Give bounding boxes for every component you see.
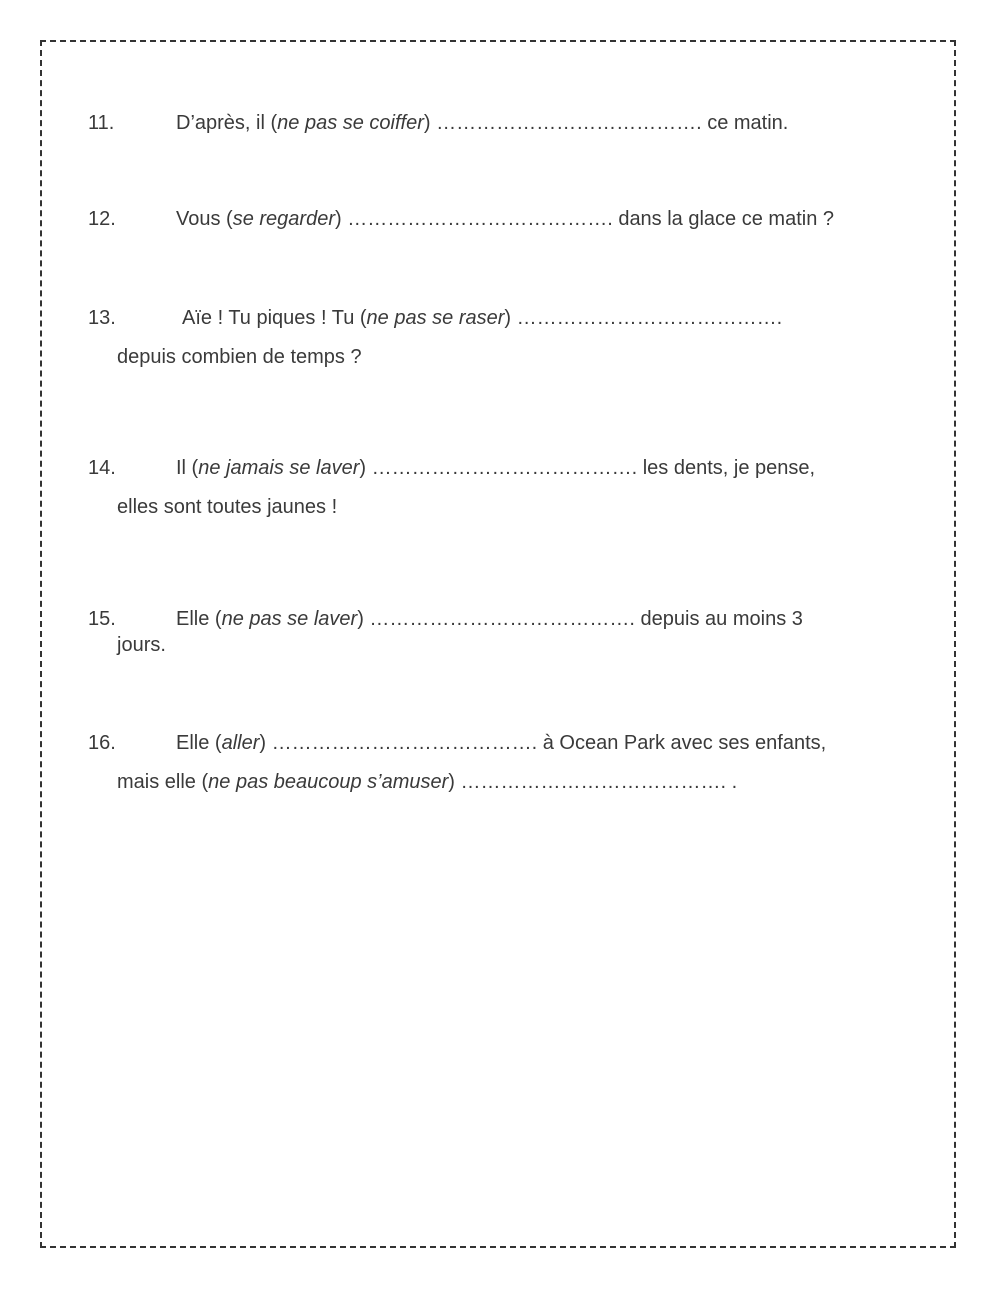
exercise-number: 15. (88, 608, 116, 630)
verb-prompt: ne pas beaucoup s’amuser (208, 771, 449, 793)
sentence-start: Il ( (176, 457, 199, 479)
sentence-start: D’après, il ( (176, 112, 278, 134)
exercise-continuation: jours. (117, 634, 166, 656)
exercise-continuation: depuis combien de temps ? (117, 346, 362, 368)
verb-prompt: ne pas se raser (366, 307, 505, 329)
verb-prompt: aller (221, 732, 260, 754)
exercise-line (176, 607, 803, 631)
exercise-number: 11. (88, 112, 115, 134)
sentence-end: ) …………………………………. ce matin. (423, 112, 789, 134)
exercise-number: 16. (88, 732, 116, 754)
verb-prompt: ne pas se laver (221, 608, 358, 630)
sentence-start: Aïe ! Tu piques ! Tu ( (182, 307, 367, 329)
sentence-end: ) …………………………………. les dents, je pense, (359, 457, 816, 479)
exercise-line (176, 731, 826, 755)
sentence-end: ) …………………………………. à Ocean Park avec ses enfants, (259, 732, 827, 754)
exercise-continuation (117, 770, 737, 794)
sentence-start: Elle ( (176, 608, 222, 630)
exercise-line (176, 456, 815, 480)
sentence-start: Vous ( (176, 208, 233, 230)
sentence-end: ) …………………………………. . (448, 771, 738, 793)
sentence-end: ) …………………………………. depuis au moins 3 (357, 608, 803, 630)
exercise-number: 13. (88, 307, 116, 329)
sentence-end: ) …………………………………. (504, 307, 783, 329)
sentence-end: ) …………………………………. dans la glace ce matin ? (334, 208, 834, 230)
exercise-number: 12. (88, 208, 116, 230)
exercise-line (176, 207, 834, 231)
verb-prompt: ne jamais se laver (198, 457, 360, 479)
sentence-start: mais elle ( (117, 771, 209, 793)
verb-prompt: se regarder (232, 208, 335, 230)
exercise-line (176, 111, 788, 135)
sentence-start: Elle ( (176, 732, 222, 754)
verb-prompt: ne pas se coiffer (277, 112, 424, 134)
exercise-continuation: elles sont toutes jaunes ! (117, 496, 338, 518)
exercise-line (182, 306, 782, 330)
exercise-number: 14. (88, 457, 116, 479)
